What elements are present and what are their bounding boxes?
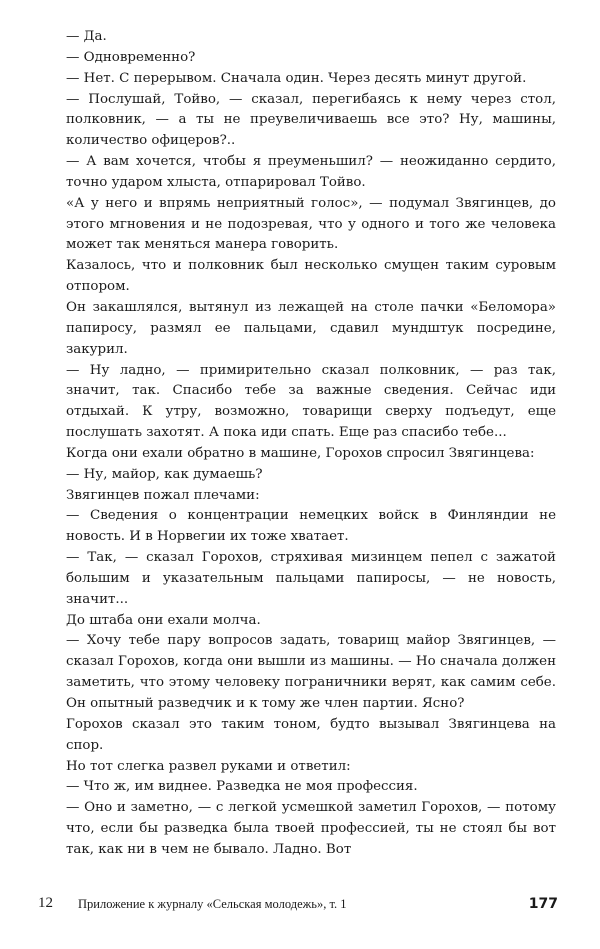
paragraph: — Сведения о концентрации немецких войск в Финляндии не новость. И в Норвегии их тоже хватает.	[66, 508, 556, 545]
paragraph: Казалось, что и полковник был несколько смущен таким суровым отпором.	[66, 258, 556, 295]
body-text	[66, 27, 556, 861]
paragraph: — А вам хочется, чтобы я преуменьшил? — неожиданно сердито, точно ударом хлыста, отпарировал Тойво.	[66, 154, 556, 190]
paragraph: Но тот слегка развел руками и ответил:	[66, 758, 351, 774]
journal-title: Приложение к журналу «Сельская молодежь», т. 1	[78, 897, 347, 911]
paragraph: — Что ж, им виднее. Разведка не моя профессия.	[66, 779, 418, 795]
paragraph: — Ну ладно, — примирительно сказал полковник, — раз так, значит, так. Спасибо тебе за важные сведения. Сейчас иди отдыхай. К утру, возможно, товарищи сверху подъедут, еще послушать захотят. А пока иди спать. Еще раз спасибо тебе...	[66, 362, 556, 441]
paragraph: Он закашлялся, вытянул из лежащей на столе пачки «Беломора» папиросу, размял ее пальцами, сдавил мундштук посредине, закурил.	[66, 299, 556, 357]
paragraph: — Оно и заметно, — с легкой усмешкой заметил Горохов, — потому что, если бы разведка была твоей профессией, ты не стоял бы вот так, как ни в чем не бывало. Ладно. Вот	[66, 800, 556, 857]
paragraph: Горохов сказал это таким тоном, будто вызывал Звягинцева на спор.	[66, 716, 556, 753]
paragraph: — Так, — сказал Горохов, стряхивая мизинцем пепел с зажатой большим и указательным пальцами папиросы, — не новость, значит...	[66, 550, 556, 607]
paragraph: — Хочу тебе пару вопросов задать, товарищ майор Звягинцев, — сказал Горохов, когда они вышли из машины. — Но сначала должен заметить, что этому человеку пограничники верят, как самим себе. Он опытный разведчик и к тому же член партии. Ясно?	[66, 633, 556, 711]
paragraph: — Да.	[66, 29, 107, 44]
paragraph: — Одновременно?	[66, 49, 196, 65]
paragraph: «А у него и впрямь неприятный голос», — подумал Звягинцев, до этого мгновения и не подозревая, что у одного и того же человека может так меняться манера говорить.	[66, 195, 556, 253]
page-number-right: 177	[528, 896, 558, 912]
paragraph: — Ну, майор, как думаешь?	[66, 466, 263, 482]
page-number-left: 12	[38, 895, 53, 911]
paragraph: — Послушай, Тойво, — сказал, перегибаясь к нему через стол, полковник, — а ты не преувеличиваешь все это? Ну, машины, количество офицеров?..	[66, 91, 556, 149]
paragraph: До штаба они ехали молча.	[66, 612, 261, 628]
paragraph: Когда они ехали обратно в машине, Горохов спросил Звягинцева:	[66, 445, 535, 461]
page-footer	[38, 895, 558, 917]
paragraph: — Нет. С перерывом. Сначала один. Через десять минут другой.	[66, 70, 527, 86]
paragraph: Звягинцев пожал плечами:	[66, 487, 260, 503]
